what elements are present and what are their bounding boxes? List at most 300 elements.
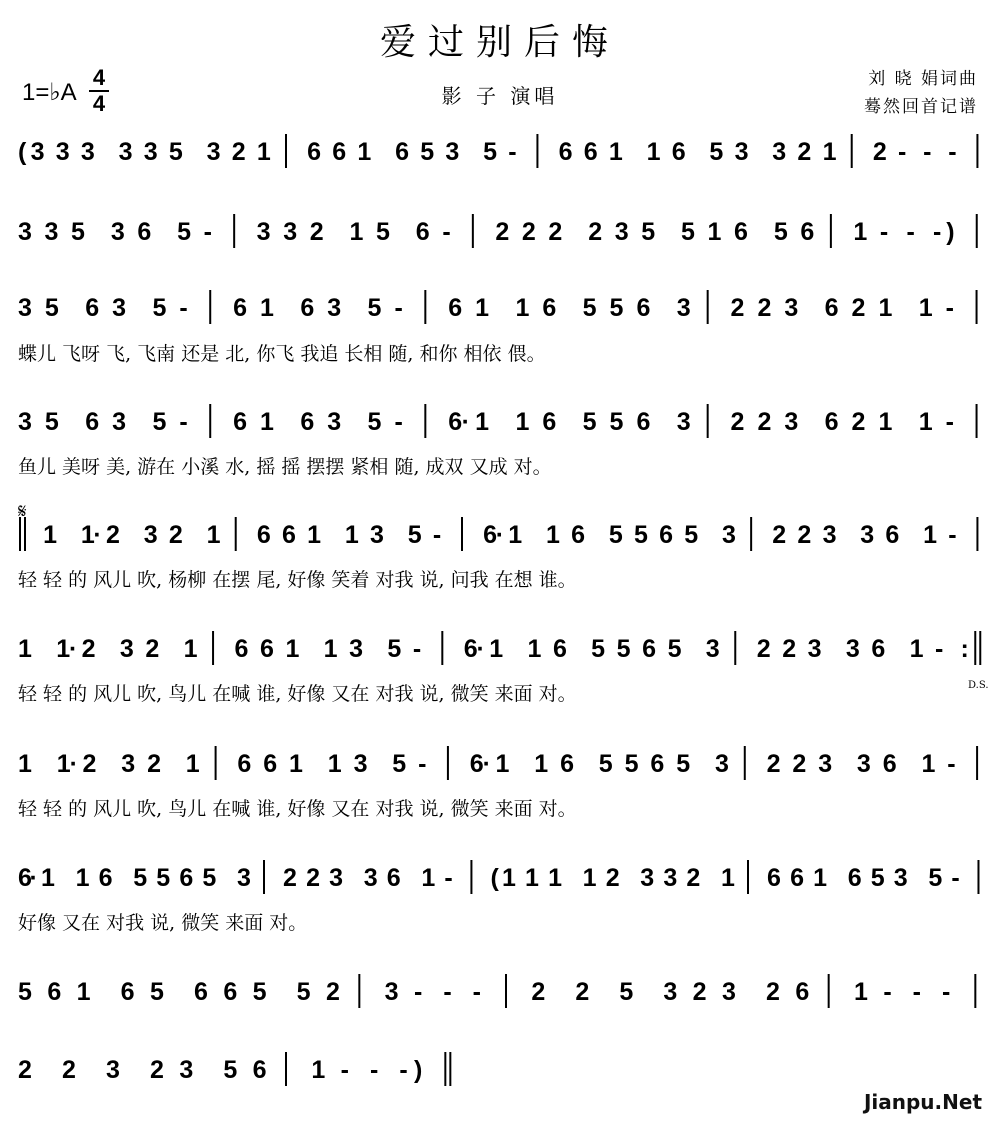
note: ( bbox=[490, 864, 499, 892]
note: - bbox=[945, 408, 954, 436]
note: 2 bbox=[782, 635, 797, 663]
note: 3 bbox=[640, 864, 655, 892]
note: 5 bbox=[420, 138, 435, 166]
note: 3 bbox=[807, 635, 822, 663]
note: 3 bbox=[734, 138, 749, 166]
note: 1 bbox=[56, 750, 71, 778]
note: 6 bbox=[636, 294, 651, 322]
note: 6 bbox=[18, 864, 32, 892]
note: 5 bbox=[598, 750, 613, 778]
performer-credit: 影 子 演唱 bbox=[441, 84, 559, 108]
note: 6 bbox=[237, 750, 252, 778]
note: - bbox=[394, 408, 403, 436]
note: 6 bbox=[767, 864, 781, 892]
note: 6 bbox=[448, 408, 463, 436]
note: 3 bbox=[18, 294, 32, 322]
note: 2 bbox=[872, 138, 887, 166]
note: 2 bbox=[495, 218, 510, 246]
note: 6 bbox=[137, 218, 152, 246]
note: 3 bbox=[845, 635, 860, 663]
note: 2 bbox=[521, 218, 536, 246]
note: 5 bbox=[582, 294, 597, 322]
note: 1 bbox=[206, 521, 221, 549]
note: 1 bbox=[923, 521, 938, 549]
note: - bbox=[394, 294, 403, 322]
meter-top: 4 bbox=[92, 65, 106, 90]
note: 3 bbox=[206, 138, 221, 166]
note: 2 bbox=[283, 864, 297, 892]
note: 6 bbox=[386, 864, 401, 892]
note: 1 bbox=[515, 408, 530, 436]
note: 6 bbox=[636, 408, 651, 436]
note: 1 bbox=[56, 635, 71, 663]
note: 3 bbox=[327, 408, 342, 436]
note: 6 bbox=[824, 408, 839, 436]
note: 5 bbox=[150, 978, 164, 1006]
note: 3 bbox=[663, 978, 678, 1006]
note: 3 bbox=[822, 521, 837, 549]
note: - bbox=[370, 1056, 379, 1084]
note: 6 bbox=[332, 138, 347, 166]
note: 3 bbox=[327, 294, 342, 322]
note: - bbox=[951, 864, 960, 892]
note: 1 bbox=[80, 521, 95, 549]
note: - bbox=[883, 978, 892, 1006]
note: 1 bbox=[344, 521, 359, 549]
lyricist-composer-credit: 刘 晓 娟词曲 bbox=[868, 69, 978, 89]
note: 2 bbox=[766, 750, 781, 778]
note: 1 bbox=[18, 635, 32, 663]
note: 2 bbox=[766, 978, 780, 1006]
note: 6 bbox=[120, 978, 135, 1006]
note: 6 bbox=[871, 635, 886, 663]
note: 6 bbox=[583, 138, 598, 166]
note: 3 bbox=[860, 521, 875, 549]
note: - bbox=[932, 218, 942, 246]
note: 6 bbox=[260, 635, 274, 663]
note: 1 bbox=[854, 978, 868, 1006]
meter-bottom: 4 bbox=[92, 91, 106, 116]
note: 1 bbox=[349, 218, 364, 246]
note: 2 bbox=[82, 750, 97, 778]
lyric-line: 轻 轻 的 风儿 吹, 鸟儿 在喊 谁, 好像 又在 对我 说, 微笑 来面 对。 bbox=[18, 683, 577, 705]
note: 3 bbox=[722, 978, 736, 1006]
note: 6 bbox=[263, 750, 278, 778]
note: 2 bbox=[605, 864, 620, 892]
note: 1 bbox=[813, 864, 828, 892]
note: 2 bbox=[81, 635, 96, 663]
note: 1 bbox=[307, 521, 322, 549]
note: 1 bbox=[582, 864, 597, 892]
note: 6 bbox=[179, 864, 194, 892]
note: 5 bbox=[709, 138, 724, 166]
note: 6 bbox=[642, 635, 657, 663]
note: - bbox=[508, 138, 517, 166]
note: 6 bbox=[542, 408, 557, 436]
note: · bbox=[68, 635, 78, 663]
note: 6 bbox=[300, 408, 315, 436]
note: 6 bbox=[256, 521, 271, 549]
song-title: 爱过别后悔 bbox=[379, 22, 620, 63]
note: 3 bbox=[363, 864, 378, 892]
note: - bbox=[879, 218, 889, 246]
note: 5 bbox=[168, 138, 183, 166]
note: 3 bbox=[112, 294, 127, 322]
note: 6 bbox=[448, 294, 463, 322]
note: 3 bbox=[676, 408, 691, 436]
note: 5 bbox=[156, 864, 171, 892]
note: 1 bbox=[707, 218, 722, 246]
note: 3 bbox=[445, 138, 460, 166]
note: 3 bbox=[30, 138, 45, 166]
note: 1 bbox=[822, 138, 837, 166]
note: 6 bbox=[542, 294, 557, 322]
lyric-line: 蝶儿 飞呀 飞, 飞南 还是 北, 你飞 我追 长相 随, 和你 相依 偎。 bbox=[18, 343, 546, 365]
note: 5 bbox=[483, 138, 498, 166]
note: 1 bbox=[475, 294, 490, 322]
note: 6 bbox=[800, 218, 815, 246]
note: 3 bbox=[119, 635, 134, 663]
note: - bbox=[945, 294, 954, 322]
note: · bbox=[482, 750, 491, 778]
note: 1 bbox=[475, 408, 490, 436]
note: 6 bbox=[395, 138, 410, 166]
note: - bbox=[948, 521, 957, 549]
note: 1 bbox=[878, 294, 893, 322]
note: 6 bbox=[234, 635, 249, 663]
note: 3 bbox=[110, 218, 125, 246]
note: 1 bbox=[720, 864, 735, 892]
note: 1 bbox=[357, 138, 372, 166]
note: 6 bbox=[233, 294, 248, 322]
note: 1 bbox=[421, 864, 436, 892]
note: - bbox=[444, 864, 453, 892]
note: 3 bbox=[353, 750, 368, 778]
note: 3 bbox=[283, 218, 298, 246]
note: 3 bbox=[384, 978, 399, 1006]
note: 3 bbox=[143, 521, 158, 549]
note: 6 bbox=[463, 635, 478, 663]
note: 5 bbox=[609, 294, 624, 322]
note: 6 bbox=[194, 978, 208, 1006]
note: 2 bbox=[106, 521, 120, 549]
note: 1 bbox=[256, 138, 271, 166]
note: 2 bbox=[797, 521, 812, 549]
note: · bbox=[29, 864, 38, 892]
segno-sign: 𝄋 bbox=[18, 499, 27, 523]
note: 5 bbox=[44, 294, 59, 322]
note: 1 bbox=[327, 750, 342, 778]
note: 3 bbox=[106, 1056, 120, 1084]
note: 3 bbox=[663, 864, 678, 892]
note: 5 bbox=[870, 864, 885, 892]
note: 2 bbox=[18, 1056, 32, 1084]
note: 5 bbox=[681, 218, 695, 246]
note: 2 bbox=[150, 1056, 164, 1084]
note: 6 bbox=[847, 864, 862, 892]
note: 5 bbox=[634, 521, 648, 549]
note: 5 bbox=[177, 218, 192, 246]
note: 5 bbox=[609, 408, 624, 436]
note: 1 bbox=[527, 635, 542, 663]
note: 6 bbox=[282, 521, 296, 549]
note: 1 bbox=[921, 750, 936, 778]
note: 5 bbox=[616, 635, 631, 663]
note: ( bbox=[18, 138, 27, 166]
note: - bbox=[203, 218, 212, 246]
note: 5 bbox=[624, 750, 639, 778]
note: 1 bbox=[646, 138, 661, 166]
note: 3 bbox=[614, 218, 629, 246]
note: 6 bbox=[300, 294, 315, 322]
note: - bbox=[923, 138, 932, 166]
note: 3 bbox=[329, 864, 344, 892]
note: 1 bbox=[546, 521, 560, 549]
note: - bbox=[443, 978, 452, 1006]
note: - bbox=[898, 138, 907, 166]
note: 2 bbox=[730, 294, 745, 322]
note: 5 bbox=[44, 408, 59, 436]
note: 2 bbox=[548, 218, 563, 246]
note: 3 bbox=[772, 138, 787, 166]
note: 2 bbox=[772, 521, 787, 549]
note: 6 bbox=[824, 294, 839, 322]
transcriber-credit: 蓦然回首记谱 bbox=[864, 97, 978, 117]
note: 1 bbox=[323, 635, 338, 663]
note: 3 bbox=[236, 864, 251, 892]
note: 6 bbox=[469, 750, 484, 778]
note: 5 bbox=[407, 521, 422, 549]
note: 2 bbox=[168, 521, 183, 549]
note: 1 bbox=[43, 521, 58, 549]
note: 6 bbox=[650, 750, 665, 778]
note: 2 bbox=[851, 408, 866, 436]
note: 3 bbox=[349, 635, 364, 663]
note: 1 bbox=[260, 408, 274, 436]
note: - bbox=[906, 218, 915, 246]
lyric-line: 好像 又在 对我 说, 微笑 来面 对。 bbox=[18, 912, 308, 934]
note: 2 bbox=[147, 750, 161, 778]
note: ) bbox=[414, 1056, 423, 1084]
note: 2 bbox=[730, 408, 745, 436]
note: 1 bbox=[41, 864, 55, 892]
note: - bbox=[179, 408, 188, 436]
note: 1 bbox=[311, 1056, 326, 1084]
note: ) bbox=[946, 218, 955, 246]
note: 6 bbox=[307, 138, 322, 166]
note: - bbox=[935, 635, 944, 663]
note: 1 bbox=[75, 864, 90, 892]
note: · bbox=[461, 408, 470, 436]
note: 5 bbox=[928, 864, 943, 892]
note: 1 bbox=[878, 408, 893, 436]
note: 1 bbox=[495, 750, 510, 778]
note: 3 bbox=[818, 750, 833, 778]
note: 5 bbox=[152, 408, 167, 436]
note: 1 bbox=[183, 635, 198, 663]
note: 2 bbox=[326, 978, 340, 1006]
note: - bbox=[414, 978, 423, 1006]
note: 6 bbox=[98, 864, 113, 892]
note: 3 bbox=[722, 521, 736, 549]
note: 1 bbox=[608, 138, 623, 166]
note: 6 bbox=[885, 521, 900, 549]
ds-marker: D.S. bbox=[968, 680, 989, 691]
note: - bbox=[412, 635, 422, 663]
note: - bbox=[948, 138, 957, 166]
note: 1 bbox=[548, 864, 563, 892]
note: 6 bbox=[882, 750, 897, 778]
note: 3 bbox=[112, 408, 127, 436]
note: 5 bbox=[582, 408, 597, 436]
note: - bbox=[947, 750, 956, 778]
note: 2 bbox=[757, 408, 772, 436]
note: 3 bbox=[893, 864, 908, 892]
note: 3 bbox=[714, 750, 729, 778]
note: 1 bbox=[502, 864, 516, 892]
lyric-line: 鱼儿 美呀 美, 游在 小溪 水, 摇 摇 摆摆 紧相 随, 成双 又成 对。 bbox=[18, 456, 552, 478]
note: - bbox=[399, 1056, 408, 1084]
note: 1 bbox=[918, 294, 933, 322]
note: 5 bbox=[387, 635, 402, 663]
note: 2 bbox=[62, 1056, 76, 1084]
note: 2 bbox=[309, 218, 324, 246]
lyric-line: 轻 轻 的 风儿 吹, 鸟儿 在喊 谁, 好像 又在 对我 说, 微笑 来面 对。 bbox=[18, 798, 577, 820]
note: 5 bbox=[684, 521, 699, 549]
note: 6 bbox=[85, 294, 100, 322]
note: 5 bbox=[367, 294, 382, 322]
note: 2 bbox=[757, 294, 772, 322]
note: 3 bbox=[44, 218, 59, 246]
note: 3 bbox=[18, 218, 32, 246]
note: 1 bbox=[853, 218, 868, 246]
note: 6 bbox=[552, 635, 567, 663]
note: 5 bbox=[202, 864, 217, 892]
note: 3 bbox=[121, 750, 136, 778]
note: 1 bbox=[289, 750, 303, 778]
note: 5 bbox=[667, 635, 682, 663]
watermark: Jianpu.Net bbox=[863, 1090, 982, 1114]
note: 1 bbox=[508, 521, 523, 549]
note: 6 bbox=[671, 138, 686, 166]
note: - bbox=[442, 218, 451, 246]
note: : bbox=[960, 635, 969, 663]
note: 1 bbox=[185, 750, 200, 778]
note: 3 bbox=[118, 138, 133, 166]
note: - bbox=[340, 1056, 349, 1084]
note: 5 bbox=[223, 1056, 238, 1084]
note: 2 bbox=[692, 978, 707, 1006]
note: 1 bbox=[285, 635, 300, 663]
note: 2 bbox=[792, 750, 807, 778]
note: 6 bbox=[223, 978, 238, 1006]
note: 1 bbox=[918, 408, 933, 436]
note: 3 bbox=[179, 1056, 194, 1084]
note: · bbox=[495, 521, 505, 549]
note: 6 bbox=[560, 750, 574, 778]
note: 5 bbox=[296, 978, 311, 1006]
note: · bbox=[69, 750, 78, 778]
key-signature: 1=♭A bbox=[22, 79, 77, 106]
note: 3 bbox=[55, 138, 70, 166]
lyric-line: 轻 轻 的 风儿 吹, 杨柳 在摆 尾, 好像 笑着 对我 说, 问我 在想 谁。 bbox=[18, 569, 577, 591]
note: 5 bbox=[71, 218, 85, 246]
note: 6 bbox=[558, 138, 573, 166]
note: 3 bbox=[705, 635, 720, 663]
note: 2 bbox=[797, 138, 812, 166]
note: - bbox=[179, 294, 188, 322]
note: 2 bbox=[231, 138, 246, 166]
note: 6 bbox=[659, 521, 674, 549]
note: 1 bbox=[909, 635, 924, 663]
note: 5 bbox=[619, 978, 634, 1006]
note: 6 bbox=[47, 978, 62, 1006]
note: 2 bbox=[756, 635, 771, 663]
note: 3 bbox=[18, 408, 32, 436]
note: 6 bbox=[233, 408, 248, 436]
note: 1 bbox=[525, 864, 539, 892]
note: 3 bbox=[856, 750, 871, 778]
note: 6 bbox=[571, 521, 586, 549]
note: 3 bbox=[784, 294, 799, 322]
note: 2 bbox=[531, 978, 546, 1006]
note: 5 bbox=[392, 750, 407, 778]
note: 5 bbox=[18, 978, 32, 1006]
note: 5 bbox=[591, 635, 606, 663]
note: 2 bbox=[575, 978, 590, 1006]
note: 6 bbox=[415, 218, 430, 246]
note: · bbox=[93, 521, 102, 549]
note: 5 bbox=[376, 218, 390, 246]
note: 2 bbox=[851, 294, 866, 322]
note: 6 bbox=[483, 521, 498, 549]
note: 1 bbox=[515, 294, 530, 322]
note: 6 bbox=[252, 1056, 267, 1084]
note: 1 bbox=[260, 294, 274, 322]
note: 6 bbox=[795, 978, 810, 1006]
note: 3 bbox=[80, 138, 95, 166]
note: 5 bbox=[641, 218, 656, 246]
note: - bbox=[432, 521, 442, 549]
note: 5 bbox=[133, 864, 148, 892]
note: 5 bbox=[367, 408, 382, 436]
note: 2 bbox=[145, 635, 160, 663]
note: 1 bbox=[534, 750, 549, 778]
note: 5 bbox=[676, 750, 691, 778]
note: 2 bbox=[686, 864, 701, 892]
note: 2 bbox=[588, 218, 603, 246]
note: 5 bbox=[608, 521, 623, 549]
note: 5 bbox=[152, 294, 167, 322]
note: 5 bbox=[773, 218, 788, 246]
note: 3 bbox=[676, 294, 691, 322]
note: 2 bbox=[306, 864, 321, 892]
note: 3 bbox=[256, 218, 271, 246]
note: 3 bbox=[784, 408, 799, 436]
note: 1 bbox=[489, 635, 504, 663]
note: 5 bbox=[252, 978, 267, 1006]
note: - bbox=[418, 750, 427, 778]
note: - bbox=[912, 978, 921, 1006]
note: 3 bbox=[143, 138, 158, 166]
note: 3 bbox=[370, 521, 384, 549]
note: 6 bbox=[85, 408, 100, 436]
note: 6 bbox=[734, 218, 748, 246]
note: 1 bbox=[76, 978, 91, 1006]
note: - bbox=[472, 978, 481, 1006]
note: · bbox=[476, 635, 485, 663]
note: 6 bbox=[790, 864, 805, 892]
